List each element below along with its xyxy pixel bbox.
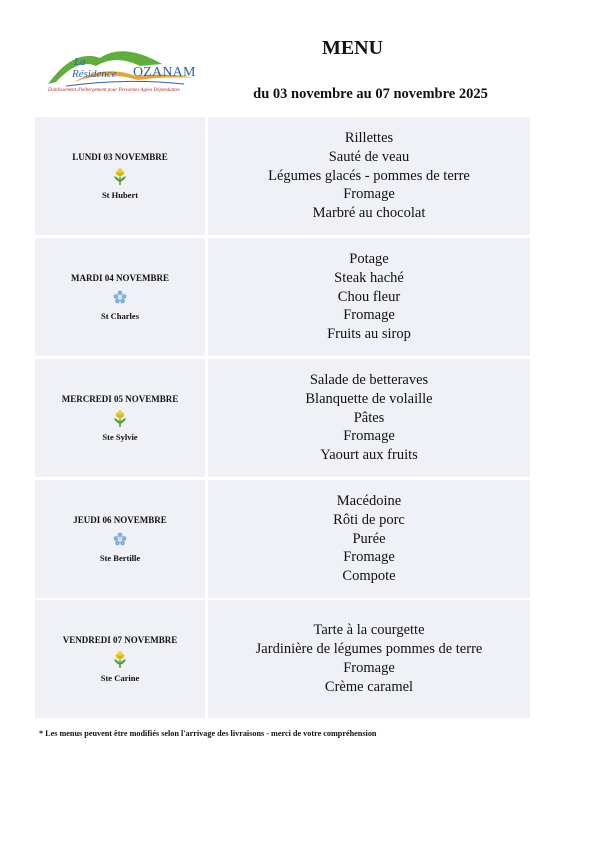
dish-item: Salade de betteraves [309,372,429,388]
dish-item: Purée [352,530,386,547]
dish-item: Tarte à la courgette [313,622,425,639]
day-row [35,359,530,477]
logo-la-text: La [74,56,86,68]
day-name: MARDI 04 NOVEMBRE [71,273,169,283]
day-name: MERCREDI 05 NOVEMBRE [61,394,179,404]
dishes-panel [208,480,530,598]
dishes-panel [208,359,530,477]
day-saint: Ste Bertille [99,553,141,563]
day-row [35,480,530,598]
footer-note: * Les menus peuvent être modifiés selon l'arrivage des livraisons - merci de votre compréhension [39,729,377,738]
flower-icon [110,649,130,669]
dish-item: Fromage [343,549,395,566]
day-row [35,238,530,356]
dish-item: Compote [342,568,396,585]
dish-item: Légumes glacés - pommes de terre [268,167,470,184]
day-panel [35,600,205,718]
flower-icon [110,166,130,186]
day-panel [35,117,205,235]
dish-item: Steak haché [334,269,404,286]
page-title: MENU [321,37,384,59]
logo-tagline: Etablissement d'hébergement pour Personnes Agées Dépendantes [48,88,180,93]
day-name: LUNDI 03 NOVEMBRE [72,152,168,162]
forget-me-not-icon [110,529,130,549]
dish-item: Fromage [343,186,395,203]
day-row [35,600,530,718]
dishes-panel [208,238,530,356]
dish-item: Rôti de porc [333,511,405,528]
dish-item: Fromage [343,428,395,445]
dishes-panel [208,117,530,235]
dish-item: Sauté de veau [328,148,410,165]
day-saint: Ste Carine [100,673,140,683]
dish-item: Fromage [343,660,395,676]
dish-item: Fromage [343,307,395,324]
forget-me-not-icon [110,287,130,307]
dish-item: Rillettes [344,130,394,146]
logo-name-text: OZANAM [133,65,196,80]
dish-item: Pâtes [353,409,385,426]
dish-item: Chou fleur [337,288,401,305]
day-name: JEUDI 06 NOVEMBRE [73,515,167,525]
page-subtitle: du 03 novembre au 07 novembre 2025 [253,86,488,102]
day-panel [35,480,205,598]
day-panel [35,238,205,356]
logo-residence-text: Résidence [72,68,117,80]
day-name: VENDREDI 07 NOVEMBRE [62,635,178,645]
dish-item: Marbré au chocolat [312,205,426,222]
logo [44,42,202,100]
dish-item: Fruits au sirop [327,326,411,343]
dish-item: Yaourt aux fruits [320,447,418,464]
day-panel [35,359,205,477]
flower-icon [110,408,130,428]
day-saint: Ste Sylvie [102,432,138,442]
dish-item: Blanquette de volaille [305,390,433,407]
day-saint: St Hubert [101,190,139,200]
day-saint: St Charles [100,311,139,321]
day-row [35,117,530,235]
dish-item: Jardinière de légumes pommes de terre [255,641,483,658]
dish-item: Potage [349,251,389,267]
dish-item: Crème caramel [324,678,414,695]
dish-item: Macédoine [336,493,402,509]
dishes-panel [208,600,530,718]
